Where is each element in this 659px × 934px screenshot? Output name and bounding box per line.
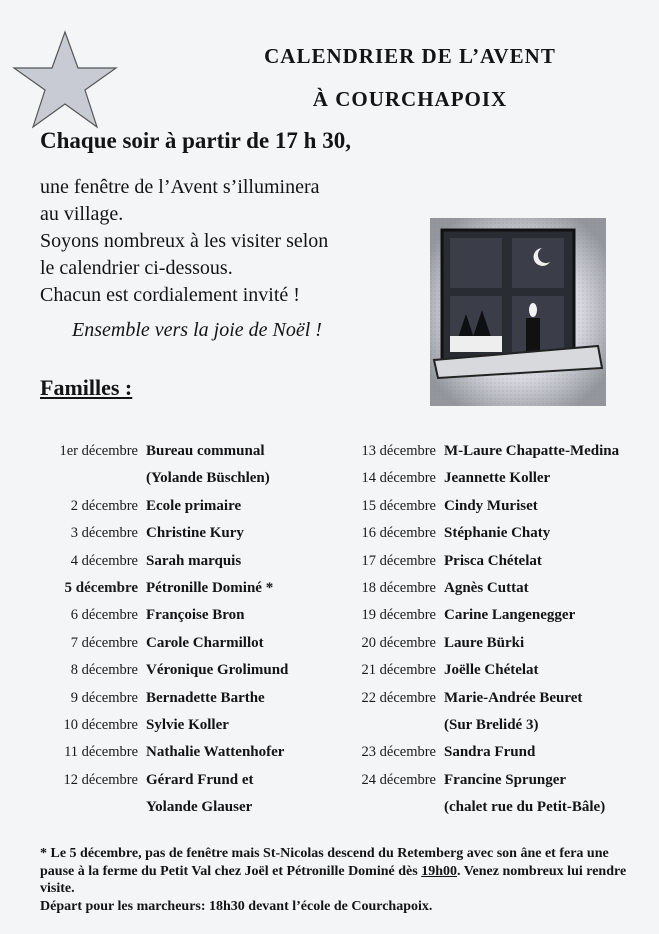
calendar-left-column [40, 438, 288, 821]
entry-name: Stéphanie Chaty [444, 525, 551, 542]
calendar-entry [40, 602, 288, 629]
calendar-entry [40, 685, 288, 712]
intro-line: Soyons nombreux à les visiter selon [40, 230, 329, 252]
entry-date: 22 décembre [361, 689, 436, 706]
entry-name: (Yolande Büschlen) [146, 470, 270, 487]
calendar-entry [352, 575, 619, 602]
intro-bold-line: Chaque soir à partir de 17 h 30, [40, 128, 351, 153]
calendar-entry [40, 712, 288, 739]
entry-date: 9 décembre [70, 689, 138, 706]
entry-name: Françoise Bron [146, 607, 245, 624]
footnote-text-end: . Venez nombreux lui rendre visite. [40, 863, 627, 896]
entry-name: Marie-Andrée Beuret [444, 689, 583, 706]
entry-name: Christine Kury [146, 525, 244, 542]
entry-date: 17 décembre [361, 552, 436, 569]
families-heading: Familles : [40, 375, 133, 400]
entry-date: 7 décembre [70, 634, 138, 651]
calendar-entry [352, 602, 619, 629]
calendar-entry [352, 767, 619, 822]
entry-name: Cindy Muriset [444, 497, 538, 514]
entry-name: (chalet rue du Petit-Bâle) [444, 799, 606, 816]
entry-date: 18 décembre [361, 579, 436, 596]
calendar-entry [40, 657, 288, 684]
entry-date: 20 décembre [361, 634, 436, 651]
entry-date: 10 décembre [63, 716, 138, 733]
entry-date: 6 décembre [70, 607, 138, 624]
entry-date: 2 décembre [70, 497, 138, 514]
calendar-entry [40, 520, 288, 547]
star-icon [10, 30, 120, 130]
calendar-entry [40, 739, 288, 766]
entry-name: M-Laure Chapatte-Medina [444, 443, 620, 459]
entry-date: 15 décembre [361, 497, 436, 514]
calendar-entry [352, 630, 619, 657]
entry-date: 12 décembre [63, 771, 138, 788]
entry-date: 19 décembre [361, 607, 436, 624]
calendar-entry [40, 438, 288, 493]
entry-name: Véronique Grolimund [146, 662, 289, 679]
calendar-entry [40, 767, 288, 822]
entry-name: Sandra Frund [444, 744, 536, 761]
title-line-2: À COURCHAPOIX [312, 87, 508, 111]
calendar-right-column [352, 438, 619, 821]
motto: Ensemble vers la joie de Noël ! [72, 319, 322, 341]
calendar-entry-highlight [40, 575, 288, 602]
calendar-entry [40, 630, 288, 657]
intro-line: Chacun est cordialement invité ! [40, 284, 300, 306]
entry-date: 11 décembre [64, 744, 138, 761]
entry-name: Nathalie Wattenhofer [146, 744, 285, 761]
entry-name: Ecole primaire [146, 497, 242, 514]
entry-date: 4 décembre [70, 552, 138, 569]
entry-date: 23 décembre [361, 744, 436, 761]
calendar-entry [352, 657, 619, 684]
entry-name: Prisca Chételat [444, 552, 542, 569]
advent-window-illustration [430, 218, 606, 406]
entry-name: Yolande Glauser [146, 799, 253, 816]
entry-date: 5 décembre [64, 579, 138, 596]
calendar-entry [352, 520, 619, 547]
calendar-entry [352, 465, 619, 492]
entry-date: 21 décembre [361, 662, 436, 679]
footnote-text: * Le 5 décembre, pas de fenêtre mais St-Nicolas descend du Retemberg avec son âne et fera une pause à la ferme du Petit Val chez Joël et Pétronille Dominé dès [40, 846, 609, 879]
calendar-entry [352, 493, 619, 520]
entry-date: 14 décembre [361, 470, 436, 487]
entry-name: Joëlle Chételat [444, 662, 539, 679]
calendar-entry [40, 548, 288, 575]
entry-name: Sarah marquis [146, 552, 242, 569]
footnote-departure: Départ pour les marcheurs: 18h30 devant l’école de Courchapoix. [40, 898, 433, 914]
entry-name: Laure Bürki [444, 634, 525, 651]
calendar-entry [352, 438, 619, 465]
entry-name: Jeannette Koller [444, 470, 551, 487]
intro-line: le calendrier ci-dessous. [40, 257, 233, 279]
calendar-entry [352, 548, 619, 575]
entry-name: Bernadette Barthe [146, 689, 265, 706]
entry-name: Pétronille Dominé * [146, 579, 274, 596]
entry-date: 16 décembre [361, 525, 436, 542]
entry-date: 3 décembre [70, 525, 138, 542]
entry-name: Bureau communal [146, 443, 265, 459]
calendar-entry [352, 685, 619, 740]
footnote-time: 19h00 [421, 863, 457, 879]
calendar-entry [40, 493, 288, 520]
footnote [40, 845, 640, 915]
intro-line: au village. [40, 203, 124, 225]
calendar-entry [352, 739, 619, 766]
intro-line: une fenêtre de l’Avent s’illuminera [40, 176, 320, 198]
entry-date: 1er décembre [59, 443, 138, 459]
title-line-1: CALENDRIER DE L’AVENT [264, 44, 556, 68]
entry-name: Gérard Frund et [146, 771, 254, 788]
entry-name: Carole Charmillot [146, 634, 264, 651]
entry-date: 13 décembre [361, 443, 436, 459]
entry-date: 8 décembre [70, 662, 138, 679]
entry-name: Francine Sprunger [444, 771, 567, 788]
entry-name: (Sur Brelidé 3) [444, 716, 539, 733]
intro-text [40, 174, 328, 309]
entry-name: Carine Langenegger [444, 607, 576, 624]
entry-name: Agnès Cuttat [444, 579, 529, 596]
entry-name: Sylvie Koller [146, 716, 229, 733]
entry-date: 24 décembre [361, 771, 436, 788]
